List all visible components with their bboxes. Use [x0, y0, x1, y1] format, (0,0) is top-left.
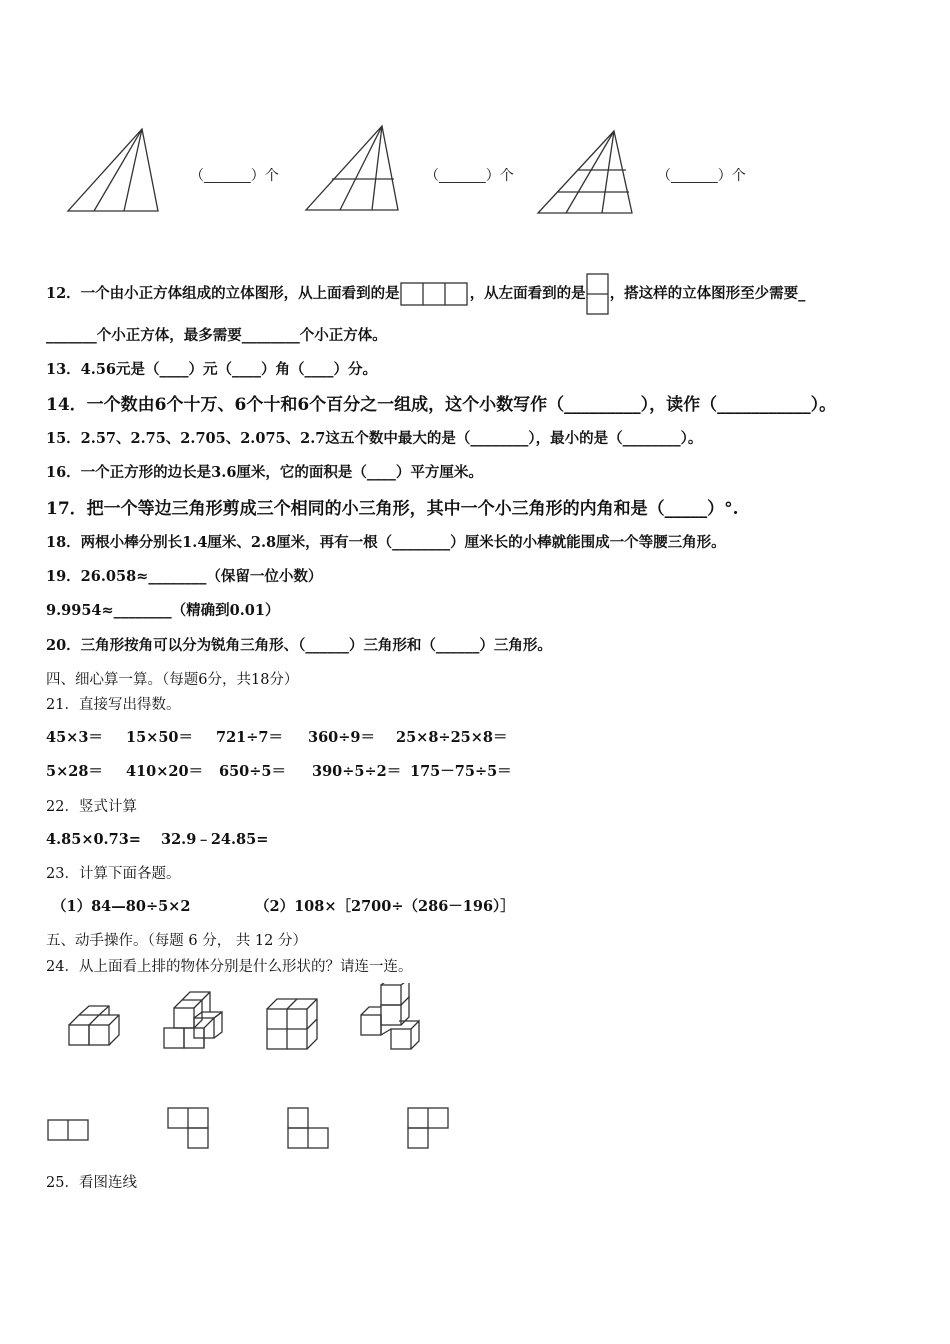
question-21-title: 21．直接写出得数。 [46, 697, 181, 713]
q21-item: 15×50＝ [126, 729, 194, 746]
cube-stack-2 [162, 990, 226, 1052]
top-view-three-squares [400, 281, 470, 307]
question-20: 20．三角形按角可以分为锐角三角形、（______）三角形和（______）三角形。 [46, 637, 552, 654]
top-view-option-1 [46, 1118, 92, 1144]
cube-stack-1 [66, 1005, 126, 1049]
cube-stack-4 [358, 983, 424, 1055]
question-22-title: 22．竖式计算 [46, 799, 137, 815]
q21-item: 25×8÷25×8＝ [396, 729, 508, 746]
q21-row-1 [46, 726, 507, 747]
q22-item: 32.9﹣24.85= [161, 831, 269, 848]
q21-item: 360÷9＝ [308, 729, 376, 746]
q21-item: 721÷7＝ [216, 729, 284, 746]
q22-item: 4.85×0.73= [46, 831, 141, 848]
top-view-option-2 [166, 1106, 212, 1152]
q23-item: （1）84—80÷5×2 [52, 898, 191, 915]
section-5-heading: 五、动手操作。（每题 6 分， 共 12 分） [46, 933, 307, 949]
q21-item: 5×28＝ [46, 763, 103, 780]
q21-row-2 [46, 760, 512, 781]
triangle-figure-1 [62, 125, 164, 215]
top-view-option-3 [286, 1106, 332, 1152]
section-4-heading: 四、细心算一算。（每题6分，共18分） [46, 672, 299, 688]
q21-item: 410×20＝ [126, 763, 204, 780]
q21-item: 175－75÷5＝ [410, 763, 512, 780]
question-15: 15．2.57、2.75、2.705、2.075、2.7这五个数中最大的是（________），最小的是（________）。 [46, 430, 703, 447]
q23-items [52, 895, 515, 916]
question-17: 17．把一个等边三角形剪成三个相同的小三角形，其中一个小三角形的内角和是（_____）°. [46, 499, 739, 519]
question-16: 16．一个正方形的边长是3.6厘米，它的面积是（____）平方厘米。 [46, 464, 483, 481]
question-13: 13．4.56元是（____）元（____）角（____）分。 [46, 361, 377, 378]
triangle-figure-2 [300, 122, 404, 214]
q23-item: （2）108×［2700÷（286－196）］ [255, 898, 515, 915]
question-18: 18．两根小棒分别长1.4厘米、2.8厘米，再有一根（________）厘米长的小棒就能围成一个等腰三角形。 [46, 534, 726, 551]
question-12-line-2: _______个小正方体，最多需要________个小正方体。 [46, 327, 387, 344]
question-19-line-2: 9.9954≈________（精确到0.01） [46, 602, 280, 619]
question-14: 14．一个数由6个十万、6个十和6个百分之一组成，这个小数写作（_________），读作（___________）。 [46, 395, 837, 415]
q22-items [46, 828, 268, 849]
q12-text-2: ，从左面看到的是 [469, 285, 586, 302]
question-19-line-1: 19．26.058≈________（保留一位小数） [46, 568, 323, 585]
triangle-figure-3 [534, 127, 636, 217]
q11-blank-1[interactable]: （______）个 [190, 167, 279, 183]
q11-blank-2[interactable]: （______）个 [425, 167, 514, 183]
q12-text-3: ，搭这样的立体图形至少需要_ [609, 285, 806, 302]
q21-item: 45×3＝ [46, 729, 103, 746]
top-view-option-4 [406, 1106, 452, 1152]
cube-stack-3 [264, 993, 322, 1053]
question-24: 24．从上面看上排的物体分别是什么形状的？请连一连。 [46, 959, 413, 975]
q21-item: 650÷5＝ [219, 763, 287, 780]
q21-item: 390÷5÷2＝ [312, 763, 402, 780]
q11-blank-3[interactable]: （______）个 [657, 167, 746, 183]
question-23-title: 23．计算下面各题。 [46, 866, 181, 882]
question-12 [46, 273, 805, 315]
question-25: 25．看图连线 [46, 1175, 137, 1191]
q12-text-1: 12．一个由小正方体组成的立体图形，从上面看到的是 [46, 285, 400, 302]
left-view-two-squares [586, 273, 610, 315]
